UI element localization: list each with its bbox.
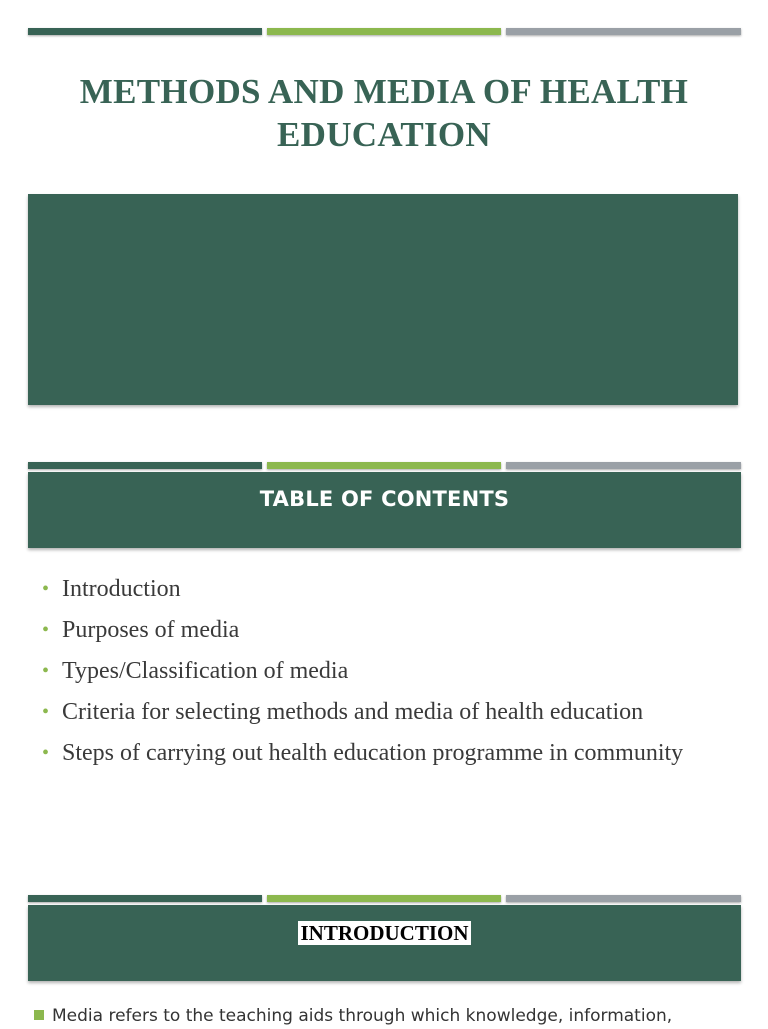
slide1-title: METHODS AND MEDIA OF HEALTH EDUCATION (79, 72, 689, 154)
bullet-icon: • (42, 742, 50, 764)
toc-title: TABLE OF CONTENTS (259, 487, 510, 511)
toc-item-introduction: • Introduction (42, 574, 732, 605)
slide2-top-bar (28, 462, 741, 470)
intro-title: INTRODUCTION (300, 921, 469, 945)
slide3-top-bar (28, 895, 741, 903)
square-bullet-icon (34, 1010, 44, 1020)
toc-list (42, 574, 732, 779)
toc-header-panel (28, 472, 741, 548)
bar-segment-gray (506, 895, 741, 902)
bar-segment-light (267, 462, 501, 469)
bullet-icon: • (42, 660, 50, 682)
bullet-icon: • (42, 619, 50, 641)
bar-segment-dark (28, 462, 262, 469)
bar-segment-gray (506, 462, 741, 469)
toc-item-criteria: • Criteria for selecting methods and media of health education (42, 697, 732, 728)
slide1-top-bar (28, 28, 741, 36)
bar-segment-gray (506, 28, 741, 35)
toc-item-steps: • Steps of carrying out health education programme in community (42, 738, 732, 769)
intro-body-text: Media refers to the teaching aids through which knowledge, information, (34, 1003, 734, 1029)
slide1-green-panel (28, 194, 738, 405)
bar-segment-light (267, 28, 501, 35)
toc-item-types: • Types/Classification of media (42, 656, 732, 687)
toc-item-purposes: • Purposes of media (42, 615, 732, 646)
bar-segment-dark (28, 28, 262, 35)
bullet-icon: • (42, 578, 50, 600)
bullet-icon: • (42, 701, 50, 723)
bar-segment-light (267, 895, 501, 902)
intro-header-panel (28, 905, 741, 981)
bar-segment-dark (28, 895, 262, 902)
